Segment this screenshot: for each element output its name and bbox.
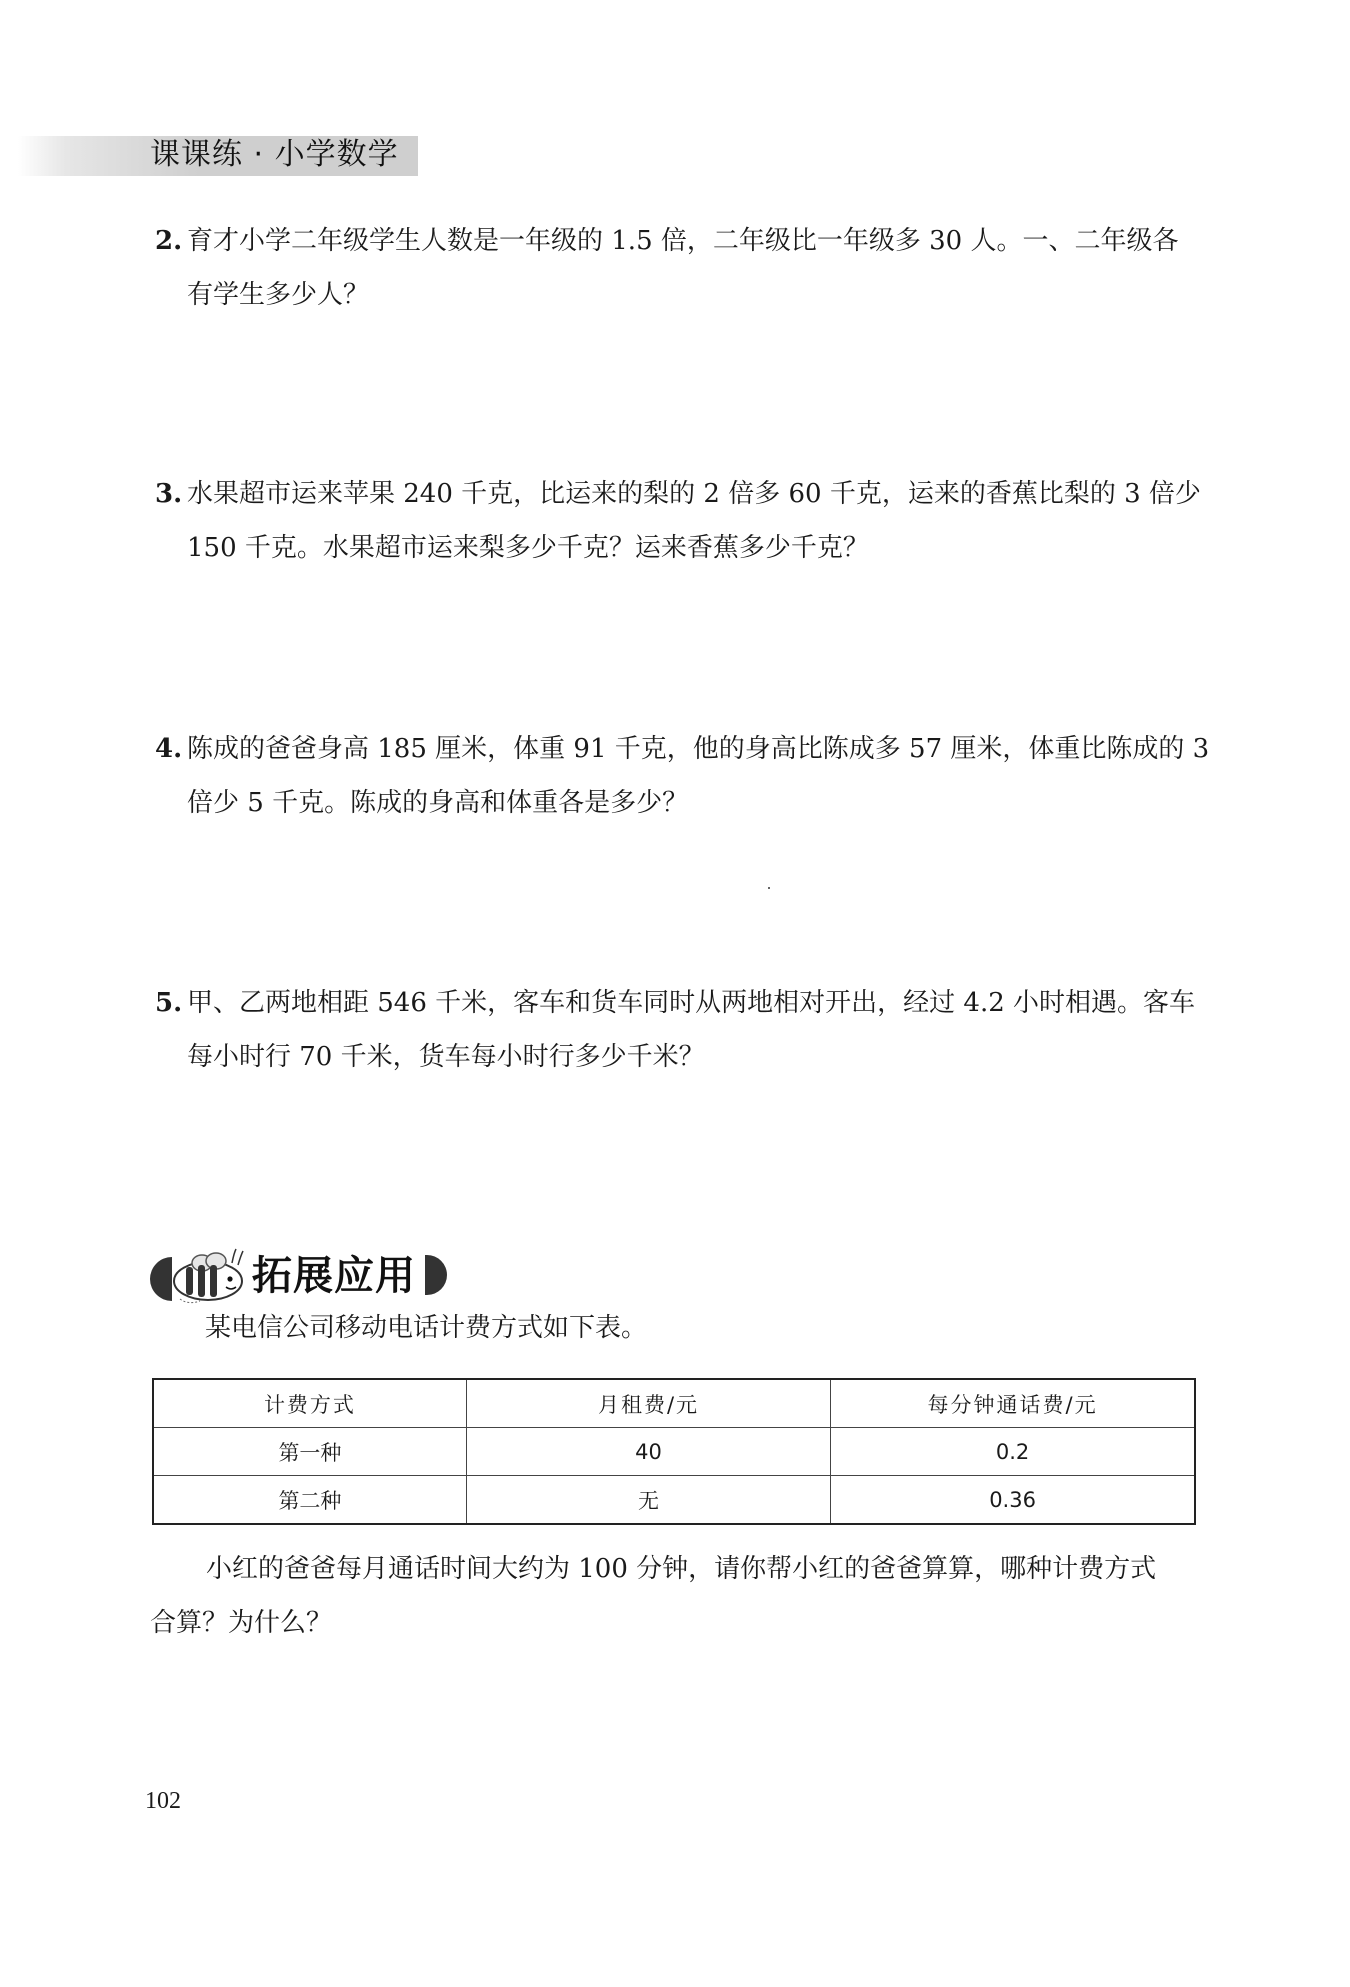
question-line: 150 千克。水果超市运来梨多少千克？运来香蕉多少千克？ <box>187 533 869 563</box>
question-5 <box>155 976 1215 1084</box>
page-number: 102 <box>145 1788 181 1814</box>
table-cell: 第一种 <box>153 1428 466 1476</box>
table-cell: 0.2 <box>831 1428 1195 1476</box>
table-cell: 第二种 <box>153 1476 466 1525</box>
question-line: 有学生多少人？ <box>187 280 370 310</box>
table-cell: 40 <box>466 1428 830 1476</box>
question-number: 2. <box>155 226 183 256</box>
question-line: 育才小学二年级学生人数是一年级的 1.5 倍，二年级比一年级多 30 人。一、二年级各 <box>187 226 1179 256</box>
question-number: 5. <box>155 988 183 1018</box>
question-2 <box>155 214 1215 322</box>
bee-icon <box>150 1245 250 1305</box>
section-title: 拓展应用 <box>252 1253 416 1299</box>
question-3 <box>155 467 1215 575</box>
question-line: 甲、乙两地相距 546 千米，客车和货车同时从两地相对开出，经过 4.2 小时相遇。客车 <box>187 988 1196 1018</box>
print-speck <box>768 887 770 889</box>
table-cell: 0.36 <box>831 1476 1195 1525</box>
table-row <box>153 1428 1195 1476</box>
question-line: 陈成的爸爸身高 185 厘米，体重 91 千克，他的身高比陈成多 57 厘米，体重比陈成的 3 <box>187 734 1210 764</box>
question-4 <box>155 722 1215 830</box>
section-title-end-cap <box>425 1255 447 1295</box>
section-intro: 某电信公司移动电话计费方式如下表。 <box>205 1313 648 1343</box>
fee-table <box>152 1378 1196 1525</box>
table-header-cell: 每分钟通话费/元 <box>831 1379 1195 1428</box>
table-header-cell: 计费方式 <box>153 1379 466 1428</box>
table-row <box>153 1476 1195 1525</box>
question-number: 3. <box>155 479 183 509</box>
table-header-cell: 月租费/元 <box>466 1379 830 1428</box>
table-header-row <box>153 1379 1195 1428</box>
question-line: 每小时行 70 千米，货车每小时行多少千米？ <box>187 1042 705 1072</box>
question-number: 4. <box>155 734 183 764</box>
question-line: 小红的爸爸每月通话时间大约为 100 分钟，请你帮小红的爸爸算算，哪种计费方式 <box>206 1554 1157 1584</box>
question-line: 水果超市运来苹果 240 千克，比运来的梨的 2 倍多 60 千克，运来的香蕉比梨的 3 倍少 <box>187 479 1201 509</box>
question-line: 倍少 5 千克。陈成的身高和体重各是多少？ <box>187 788 689 818</box>
application-question <box>150 1542 1220 1650</box>
table-cell: 无 <box>466 1476 830 1525</box>
question-line: 合算？为什么？ <box>150 1608 333 1638</box>
page-header-title: 课课练 · 小学数学 <box>150 137 399 172</box>
